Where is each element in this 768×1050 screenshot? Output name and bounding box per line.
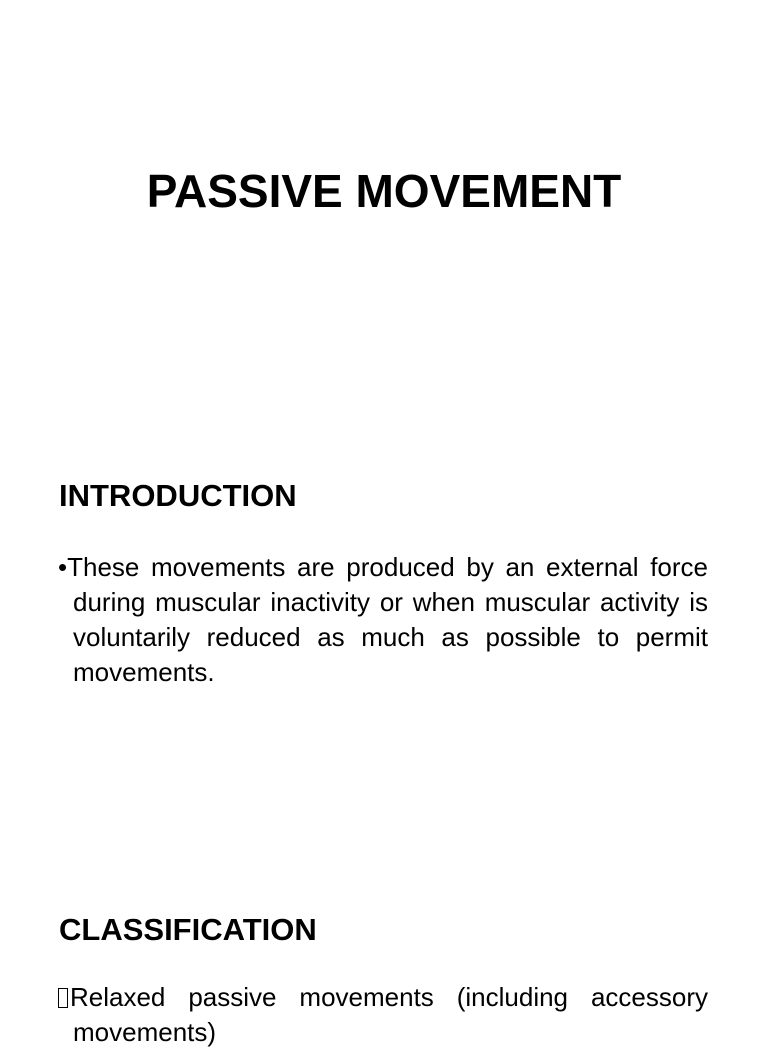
bullet-dot: • <box>58 552 68 582</box>
introduction-slide <box>0 440 768 860</box>
classification-slide <box>0 900 768 1047</box>
introduction-heading: INTRODUCTION <box>59 478 297 513</box>
classification-text: Relaxed passive movements (including accessory movements) <box>70 982 708 1047</box>
classification-paragraph <box>58 980 708 1050</box>
missing-glyph-bullet-icon <box>58 988 68 1008</box>
title-slide <box>0 0 768 384</box>
slide-title: PASSIVE MOVEMENT <box>146 165 622 217</box>
classification-heading: CLASSIFICATION <box>59 912 317 947</box>
introduction-paragraph <box>58 550 708 690</box>
introduction-text: These movements are produced by an external force during muscular inactivity or when muscular activity is voluntarily reduced as much as possible to permit movements. <box>67 552 708 687</box>
